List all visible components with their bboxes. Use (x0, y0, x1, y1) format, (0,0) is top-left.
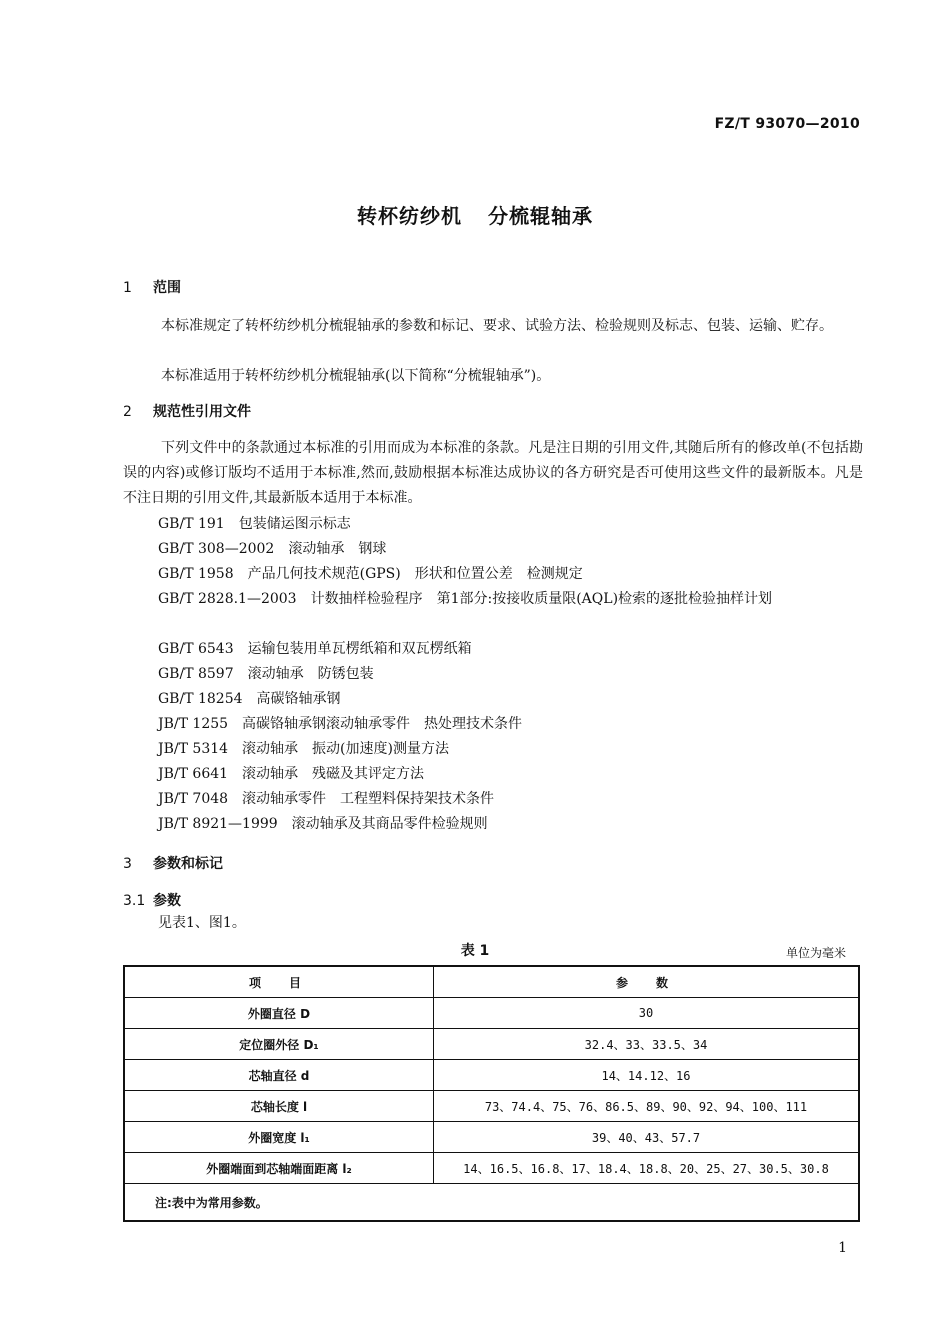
reference-title: 滚动轴承及其商品零件检验规则 (291, 816, 488, 832)
table-unit: 单位为毫米 (785, 946, 846, 960)
section-title: 参数和标记 (153, 856, 223, 872)
reference-code: GB/T 6543 (158, 641, 234, 657)
reference-item (158, 812, 488, 837)
table-row (124, 1091, 859, 1122)
title-part-2: 分梳辊轴承 (488, 204, 593, 228)
section-title: 范围 (153, 280, 181, 296)
section-title: 规范性引用文件 (153, 404, 251, 420)
section-2-paragraph: 下列文件中的条款通过本标准的引用而成为本标准的条款。凡是注日期的引用文件,其随后所有的修改单(不包括勘误的内容)或修订版均不适用于本标准,然而,鼓励根据本标准达成协议的各方研究是否可使用这些文件的最新版本。凡是不注日期的引用文件,其最新版本适用于本标准。 (123, 440, 863, 506)
table-row (124, 998, 859, 1029)
section-number: 3 (123, 856, 132, 872)
section-1-paragraph-2: 本标准适用于转杯纺纱机分梳辊轴承(以下简称“分梳辊轴承”)。 (161, 368, 551, 384)
row-name: 芯轴长度 l (124, 1091, 434, 1122)
table-header-row (124, 966, 859, 998)
reference-item (158, 537, 386, 562)
reference-code: JB/T 8921—1999 (158, 816, 278, 832)
reference-title: 滚动轴承 振动(加速度)测量方法 (242, 741, 449, 757)
reference-title: 滚动轴承 钢球 (288, 541, 387, 557)
reference-item (123, 587, 863, 612)
reference-code: JB/T 7048 (158, 791, 229, 807)
standard-number: FZ/T 93070—2010 (714, 116, 860, 132)
table-row (124, 1153, 859, 1184)
table-row (124, 1122, 859, 1153)
reference-item (158, 512, 351, 537)
row-values: 30 (434, 998, 860, 1029)
reference-item (158, 787, 494, 812)
reference-code: JB/T 1255 (158, 716, 229, 732)
row-name: 外圈端面到芯轴端面距离 l₂ (124, 1153, 434, 1184)
reference-code: GB/T 308—2002 (158, 541, 275, 557)
reference-code: GB/T 18254 (158, 691, 243, 707)
table-caption: 表 1 (460, 943, 490, 959)
row-name: 外圈直径 D (124, 998, 434, 1029)
reference-title: 滚动轴承 残磁及其评定方法 (242, 766, 425, 782)
table-note: 注:表中为常用参数。 (124, 1184, 859, 1222)
reference-code: GB/T 2828.1—2003 (158, 591, 297, 607)
reference-item (158, 562, 583, 587)
reference-item (158, 662, 374, 687)
reference-item (158, 637, 472, 662)
reference-code: GB/T 191 (158, 516, 225, 532)
reference-title: 包装储运图示标志 (238, 516, 351, 532)
parameters-table (123, 965, 860, 1222)
reference-title: 高碳铬轴承钢滚动轴承零件 热处理技术条件 (242, 716, 523, 732)
table-row (124, 1060, 859, 1091)
row-values: 14、16.5、16.8、17、18.4、18.8、20、25、27、30.5、30.8 (434, 1153, 860, 1184)
row-values: 14、14.12、16 (434, 1060, 860, 1091)
reference-title: 运输包装用单瓦楞纸箱和双瓦楞纸箱 (247, 641, 472, 657)
section-3-heading (123, 853, 223, 873)
reference-item (158, 687, 341, 712)
reference-item (158, 762, 424, 787)
row-name: 外圈宽度 l₁ (124, 1122, 434, 1153)
section-1-heading (123, 277, 181, 297)
subsection-3-1-heading (123, 890, 181, 910)
reference-title: 高碳铬轴承钢 (256, 691, 341, 707)
reference-code: JB/T 5314 (158, 741, 229, 757)
section-1-paragraph-1: 本标准规定了转杯纺纱机分梳辊轴承的参数和标记、要求、试验方法、检验规则及标志、包装、运输、贮存。 (161, 318, 833, 334)
subsection-text: 见表1、图1。 (158, 915, 246, 931)
reference-title: 计数抽样检验程序 第1部分:按接收质量限(AQL)检索的逐批检验抽样计划 (310, 591, 773, 607)
section-number: 2 (123, 404, 132, 420)
document-title (0, 200, 950, 229)
section-2-heading (123, 401, 251, 421)
column-header-item: 项 目 (124, 966, 434, 998)
reference-code: GB/T 8597 (158, 666, 234, 682)
row-name: 芯轴直径 d (124, 1060, 434, 1091)
row-values: 39、40、43、57.7 (434, 1122, 860, 1153)
column-header-parameter: 参 数 (434, 966, 860, 998)
reference-code: GB/T 1958 (158, 566, 234, 582)
reference-item (158, 712, 522, 737)
reference-title: 滚动轴承 防锈包装 (247, 666, 374, 682)
section-number: 1 (123, 280, 132, 296)
title-part-1: 转杯纺纱机 (357, 204, 462, 228)
table-note-row (124, 1184, 859, 1222)
row-values: 32.4、33、33.5、34 (434, 1029, 860, 1060)
subsection-title: 参数 (153, 893, 181, 909)
table-row (124, 1029, 859, 1060)
reference-title: 产品几何技术规范(GPS) 形状和位置公差 检测规定 (247, 566, 583, 582)
reference-code: JB/T 6641 (158, 766, 229, 782)
page-number: 1 (838, 1240, 847, 1256)
row-name: 定位圈外径 D₁ (124, 1029, 434, 1060)
reference-item (158, 737, 449, 762)
row-values: 73、74.4、75、76、86.5、89、90、92、94、100、111 (434, 1091, 860, 1122)
subsection-number: 3.1 (123, 893, 146, 909)
reference-title: 滚动轴承零件 工程塑料保持架技术条件 (242, 791, 495, 807)
